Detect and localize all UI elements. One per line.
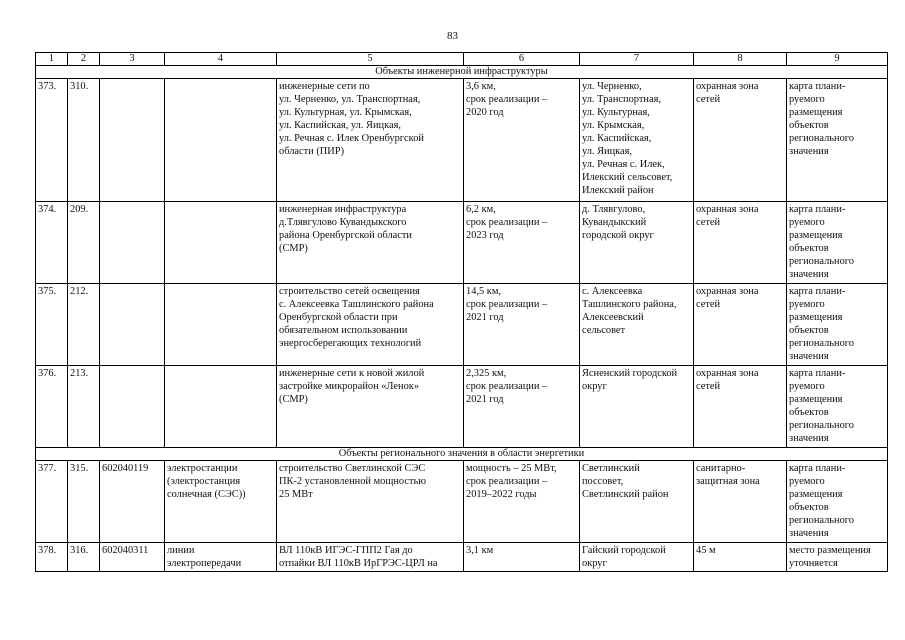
table-cell: санитарно- защитная зона	[694, 461, 787, 543]
table-cell: строительство Светлинской СЭС ПК-2 установленной мощностью 25 МВт	[277, 461, 464, 543]
table-cell	[100, 202, 165, 284]
column-header: 3	[100, 53, 165, 66]
table-cell: карта плани- руемого размещения объектов регионального значения	[787, 461, 888, 543]
objects-table	[35, 52, 888, 572]
column-header: 2	[68, 53, 100, 66]
section-row	[36, 66, 888, 79]
table-cell: охранная зона сетей	[694, 284, 787, 366]
table-cell: охранная зона сетей	[694, 366, 787, 448]
table-cell: д. Тлявгулово, Кувандыкский городской округ	[580, 202, 694, 284]
table-cell	[165, 79, 277, 202]
table-cell: Светлинский поссовет, Светлинский район	[580, 461, 694, 543]
table-cell: 3,1 км	[464, 543, 580, 572]
table-cell: инженерные сети по ул. Черненко, ул. Транспортная, ул. Культурная, ул. Крымская, ул. Каспийская, ул. Яицкая, ул. Речная с. Илек Оренбургской области (ПИР)	[277, 79, 464, 202]
table-cell: 213.	[68, 366, 100, 448]
section-title: Объекты инженерной инфраструктуры	[36, 66, 888, 79]
table-row	[36, 202, 888, 284]
table-row	[36, 79, 888, 202]
table-cell	[100, 79, 165, 202]
table-cell: 374.	[36, 202, 68, 284]
table-cell: инженерные сети к новой жилой застройке микрорайон «Ленок» (СМР)	[277, 366, 464, 448]
table-cell: охранная зона сетей	[694, 79, 787, 202]
table-cell	[165, 202, 277, 284]
table-cell: место размещения уточняется	[787, 543, 888, 572]
table-cell: 310.	[68, 79, 100, 202]
table-cell: мощность – 25 МВт, срок реализации – 2019–2022 годы	[464, 461, 580, 543]
table-cell: Ясненский городской округ	[580, 366, 694, 448]
table-cell	[100, 284, 165, 366]
table-cell: 2,325 км, срок реализации – 2021 год	[464, 366, 580, 448]
table-cell: карта плани- руемого размещения объектов регионального значения	[787, 366, 888, 448]
table-cell: 14,5 км, срок реализации – 2021 год	[464, 284, 580, 366]
table-cell: 315.	[68, 461, 100, 543]
table-cell: 316.	[68, 543, 100, 572]
table-cell: 602040119	[100, 461, 165, 543]
column-header: 9	[787, 53, 888, 66]
column-header: 7	[580, 53, 694, 66]
table-cell: электростанции (электростанция солнечная (СЭС))	[165, 461, 277, 543]
table-cell: строительство сетей освещения с. Алексеевка Ташлинского района Оренбургской области при обязательном использовании энергосберегающих технологий	[277, 284, 464, 366]
table-cell: 375.	[36, 284, 68, 366]
table-cell: карта плани- руемого размещения объектов регионального значения	[787, 284, 888, 366]
table-cell: инженерная инфраструктура д.Тлявгулово Кувандыкского района Оренбургской области (СМР)	[277, 202, 464, 284]
table-cell: охранная зона сетей	[694, 202, 787, 284]
table-cell: 373.	[36, 79, 68, 202]
table-cell: 602040311	[100, 543, 165, 572]
column-number-row	[36, 53, 888, 66]
column-header: 1	[36, 53, 68, 66]
table-cell	[165, 284, 277, 366]
table-cell: 6,2 км, срок реализации – 2023 год	[464, 202, 580, 284]
table-cell: карта плани- руемого размещения объектов регионального значения	[787, 79, 888, 202]
table-cell: ул. Черненко, ул. Транспортная, ул. Культурная, ул. Крымская, ул. Каспийская, ул. Яицкая, ул. Речная с. Илек, Илекский сельсовет, Илекский район	[580, 79, 694, 202]
table-row	[36, 461, 888, 543]
column-header: 6	[464, 53, 580, 66]
page-number: 83	[447, 30, 458, 42]
table-cell: с. Алексеевка Ташлинского района, Алексеевский сельсовет	[580, 284, 694, 366]
section-title: Объекты регионального значения в области энергетики	[36, 448, 888, 461]
table-cell: линии электропередачи	[165, 543, 277, 572]
table-cell: 378.	[36, 543, 68, 572]
table-cell	[165, 366, 277, 448]
table-cell: карта плани- руемого размещения объектов регионального значения	[787, 202, 888, 284]
table-row	[36, 284, 888, 366]
table-cell: 212.	[68, 284, 100, 366]
table-row	[36, 366, 888, 448]
table-cell: 209.	[68, 202, 100, 284]
table-body	[36, 66, 888, 572]
table-cell: Гайский городской округ	[580, 543, 694, 572]
table-cell	[100, 366, 165, 448]
column-header: 5	[277, 53, 464, 66]
table-cell: 3,6 км, срок реализации – 2020 год	[464, 79, 580, 202]
section-row	[36, 448, 888, 461]
table-row	[36, 543, 888, 572]
table-cell: ВЛ 110кВ ИГЭС-ГПП2 Гая до отпайки ВЛ 110кВ ИрГРЭС-ЦРЛ на	[277, 543, 464, 572]
column-header: 4	[165, 53, 277, 66]
table-cell: 376.	[36, 366, 68, 448]
table-cell: 45 м	[694, 543, 787, 572]
table-cell: 377.	[36, 461, 68, 543]
column-header: 8	[694, 53, 787, 66]
